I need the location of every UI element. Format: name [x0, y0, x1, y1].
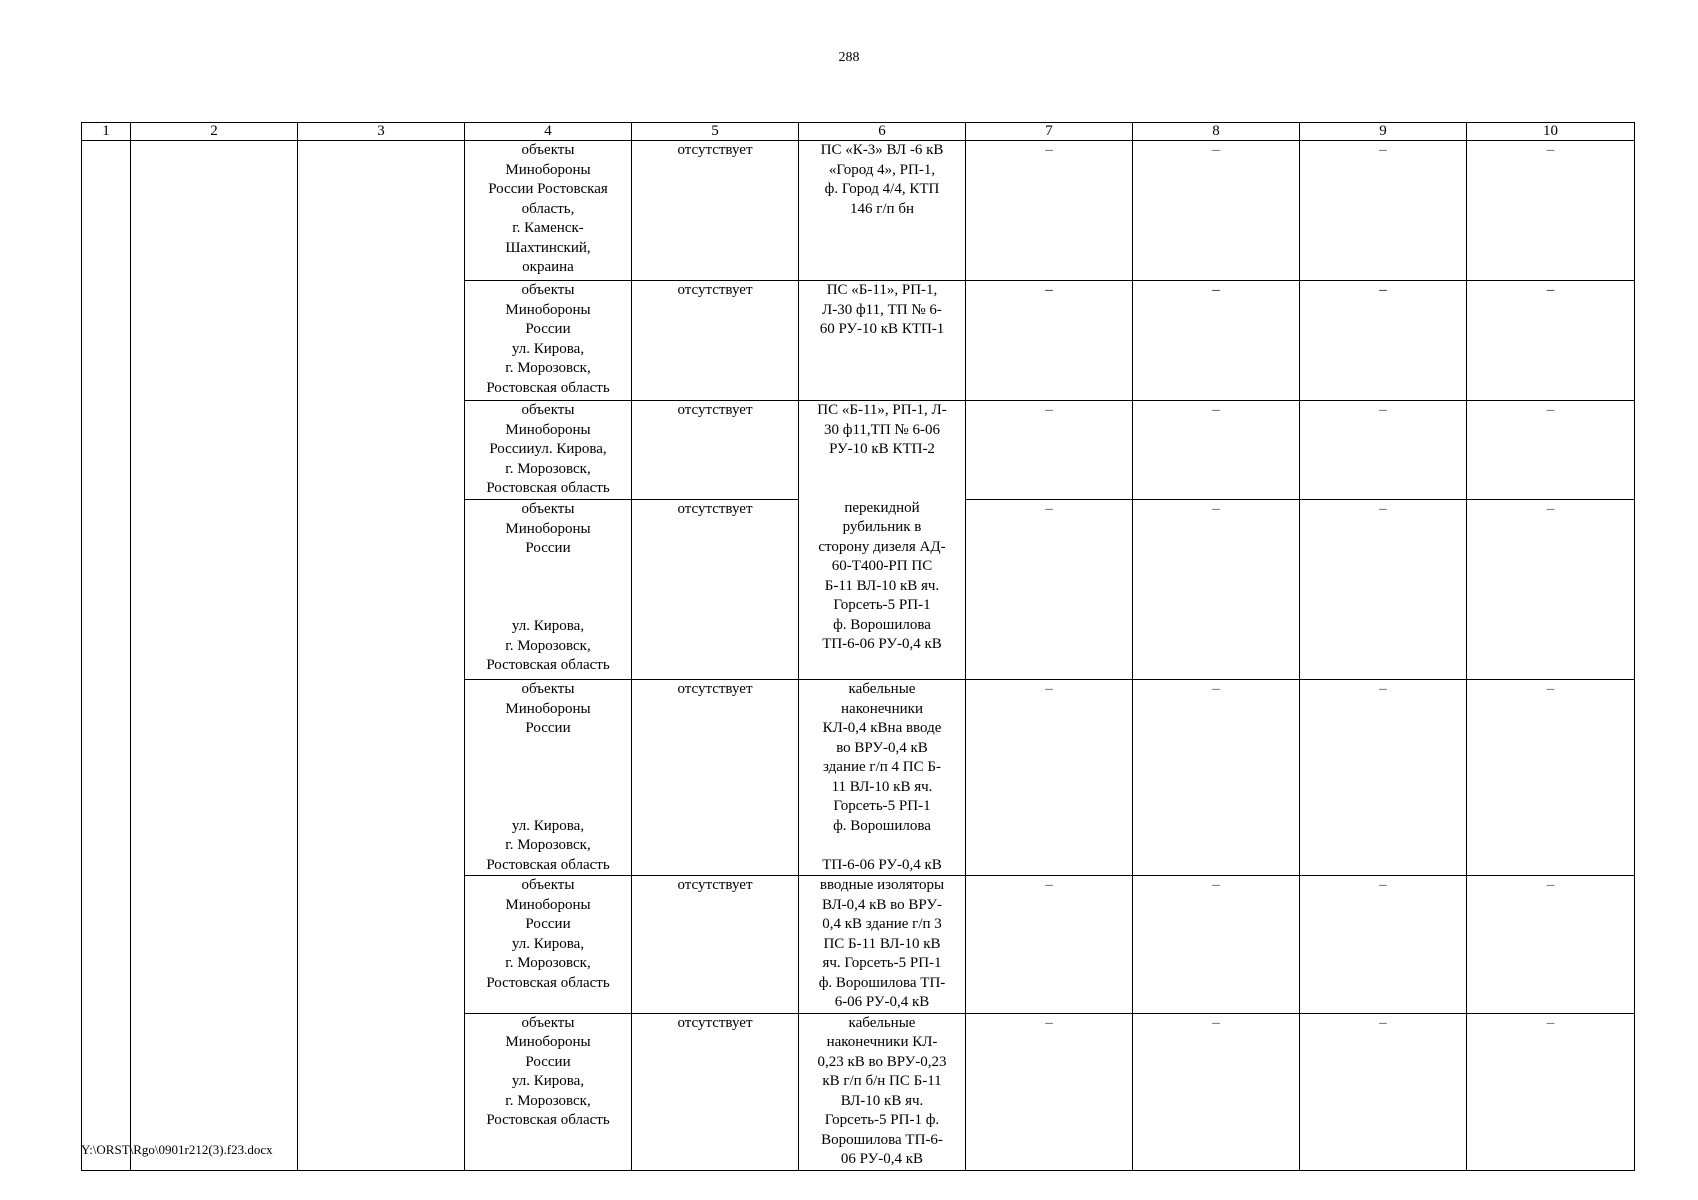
- col9-cell: –: [1300, 680, 1467, 876]
- location-cell: вводные изоляторы ВЛ-0,4 кВ во ВРУ- 0,4 кВ здание г/п 3 ПС Б-11 ВЛ-10 кВ яч. Горсеть-5 РП-1 ф. Ворошилова ТП- 6-06 РУ-0,4 кВ: [799, 876, 966, 1014]
- col7-cell: –: [966, 500, 1133, 680]
- data-table: [81, 122, 1635, 1171]
- col7-cell: –: [966, 281, 1133, 401]
- footer-file-path: Y:\ORST\Rgo\0901r212(3).f23.docx: [81, 1142, 273, 1157]
- status-cell: отсутствует: [632, 680, 799, 876]
- col9-cell: –: [1300, 141, 1467, 281]
- status-cell: отсутствует: [632, 281, 799, 401]
- col10-cell: –: [1467, 281, 1635, 401]
- object-cell: объекты Минобороны России Ростовская область, г. Каменск- Шахтинский, окраина: [465, 141, 632, 281]
- status-cell: отсутствует: [632, 141, 799, 281]
- header-cell: 3: [298, 123, 465, 141]
- col7-cell: –: [966, 680, 1133, 876]
- object-cell: объекты Минобороны России ул. Кирова, г. Морозовск, Ростовская область: [465, 680, 632, 876]
- header-cell: 10: [1467, 123, 1635, 141]
- col8-cell: –: [1133, 876, 1300, 1014]
- col7-cell: –: [966, 401, 1133, 500]
- col8-cell: –: [1133, 401, 1300, 500]
- location-cell: ПС «Б-11», РП-1, Л-30 ф11, ТП № 6- 60 РУ-10 кВ КТП-1: [799, 281, 966, 401]
- object-cell: объекты Минобороны России ул. Кирова, г. Морозовск, Ростовская область: [465, 876, 632, 1014]
- col8-cell: –: [1133, 141, 1300, 281]
- header-cell: 1: [82, 123, 131, 141]
- col2-cell: [131, 141, 298, 1171]
- header-cell: 6: [799, 123, 966, 141]
- location-cell: кабельные наконечники КЛ-0,4 кВна вводе во ВРУ-0,4 кВ здание г/п 4 ПС Б- 11 ВЛ-10 кВ яч. Горсеть-5 РП-1 ф. Ворошилова ТП-6-06 РУ-0,4 кВ: [799, 680, 966, 876]
- status-cell: отсутствует: [632, 500, 799, 680]
- col10-cell: –: [1467, 876, 1635, 1014]
- header-cell: 5: [632, 123, 799, 141]
- col10-cell: –: [1467, 1013, 1635, 1170]
- location-cell: кабельные наконечники КЛ- 0,23 кВ во ВРУ-0,23 кВ г/п б/н ПС Б-11 ВЛ-10 кВ яч. Горсеть-5 РП-1 ф. Ворошилова ТП-6- 06 РУ-0,4 кВ: [799, 1013, 966, 1170]
- header-cell: 2: [131, 123, 298, 141]
- col3-cell: [298, 141, 465, 1171]
- page-number: 288: [838, 50, 860, 65]
- table-header-row: [82, 123, 1635, 141]
- header-cell: 7: [966, 123, 1133, 141]
- col1-cell: [82, 141, 131, 1171]
- col7-cell: –: [966, 1013, 1133, 1170]
- object-cell: объекты Минобороны России ул. Кирова, г. Морозовск, Ростовская область: [465, 281, 632, 401]
- object-cell: объекты Минобороны Россииул. Кирова, г. Морозовск, Ростовская область: [465, 401, 632, 500]
- table-row: [82, 141, 1635, 281]
- col8-cell: –: [1133, 500, 1300, 680]
- col8-cell: –: [1133, 281, 1300, 401]
- status-cell: отсутствует: [632, 1013, 799, 1170]
- col10-cell: –: [1467, 141, 1635, 281]
- location-cell: ПС «К-3» ВЛ -6 кВ «Город 4», РП-1, ф. Город 4/4, КТП 146 г/п бн: [799, 141, 966, 281]
- col9-cell: –: [1300, 500, 1467, 680]
- object-cell: объекты Минобороны России ул. Кирова, г. Морозовск, Ростовская область: [465, 500, 632, 680]
- status-cell: отсутствует: [632, 401, 799, 500]
- location-cell: ПС «Б-11», РП-1, Л- 30 ф11,ТП № 6-06 РУ-10 кВ КТП-2 перекидной рубильник в сторону дизеля АД- 60-Т400-РП ПС Б-11 ВЛ-10 кВ яч. Горсеть-5 РП-1 ф. Ворошилова ТП-6-06 РУ-0,4 кВ: [799, 401, 966, 680]
- col9-cell: –: [1300, 281, 1467, 401]
- header-cell: 8: [1133, 123, 1300, 141]
- col9-cell: –: [1300, 876, 1467, 1014]
- col7-cell: –: [966, 141, 1133, 281]
- object-cell: объекты Минобороны России ул. Кирова, г. Морозовск, Ростовская область: [465, 1013, 632, 1170]
- col10-cell: –: [1467, 680, 1635, 876]
- col8-cell: –: [1133, 1013, 1300, 1170]
- col8-cell: –: [1133, 680, 1300, 876]
- col7-cell: –: [966, 876, 1133, 1014]
- col10-cell: –: [1467, 500, 1635, 680]
- col9-cell: –: [1300, 401, 1467, 500]
- col10-cell: –: [1467, 401, 1635, 500]
- status-cell: отсутствует: [632, 876, 799, 1014]
- col9-cell: –: [1300, 1013, 1467, 1170]
- header-cell: 9: [1300, 123, 1467, 141]
- header-cell: 4: [465, 123, 632, 141]
